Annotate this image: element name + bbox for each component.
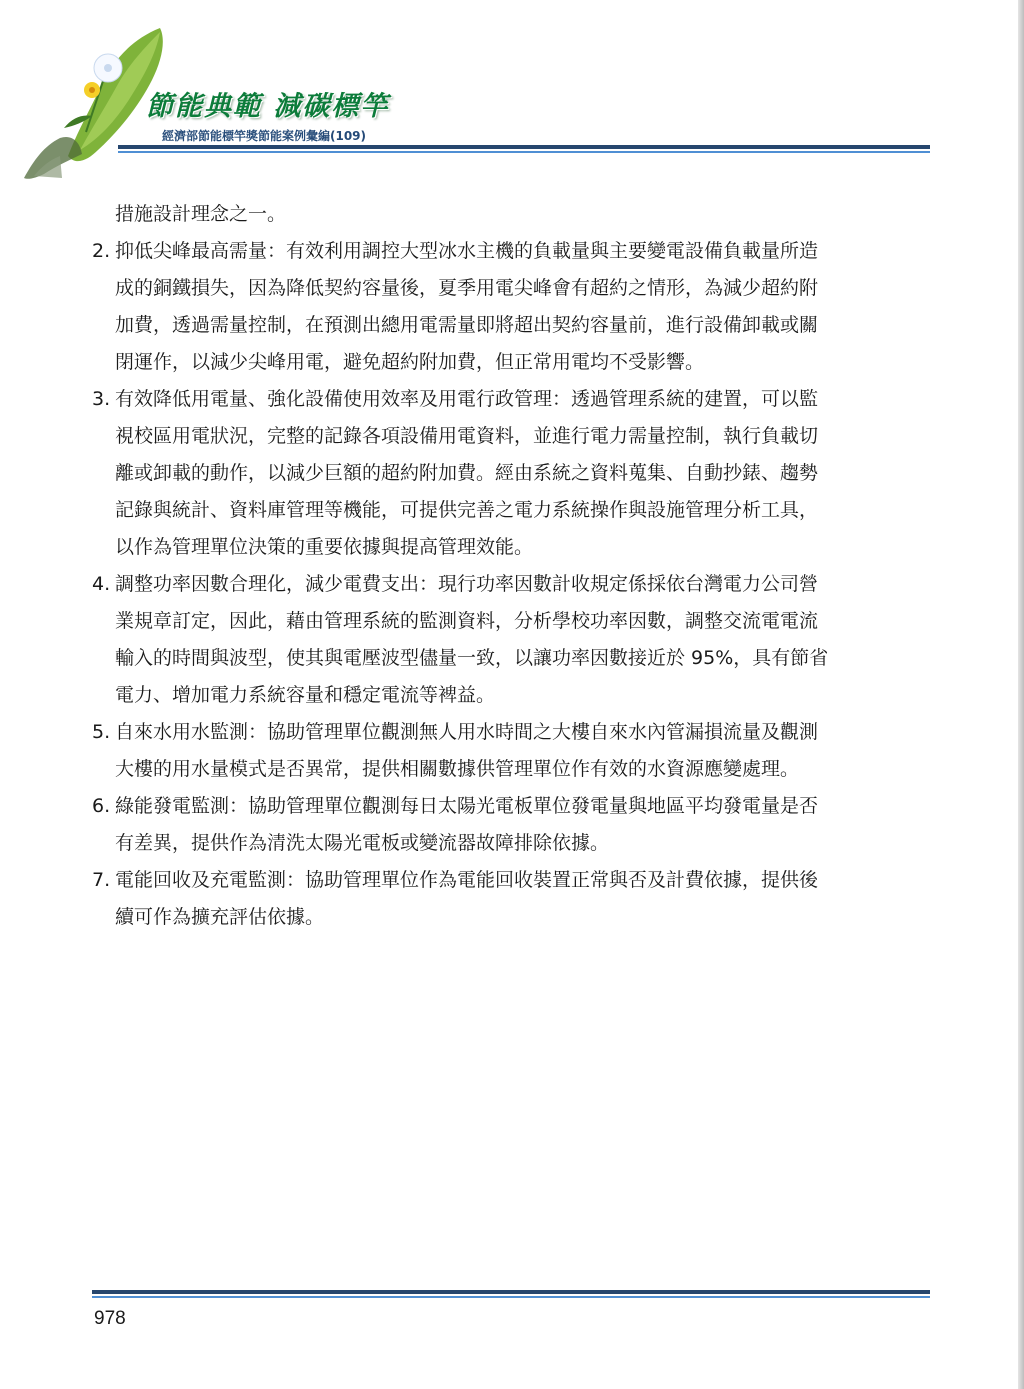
item-line: 有差異，提供作為清洗太陽光電板或變流器故障排除依據。 [115, 832, 610, 854]
item-number: 4. [92, 573, 111, 595]
item-line: 加費，透過需量控制，在預測出總用電需量即將超出契約容量前，進行設備卸載或關 [115, 314, 819, 336]
item-line: 視校區用電狀況，完整的記錄各項設備用電資料，並進行電力需量控制，執行負載切 [115, 425, 819, 447]
item-number: 7. [92, 869, 111, 891]
page-number: 978 [94, 1308, 126, 1329]
numbered-item [92, 233, 932, 381]
brand-title: 節能典範 減碳標竿 [146, 91, 390, 122]
item-line: 續可作為擴充評估依據。 [115, 906, 325, 928]
item-line: 綠能發電監測：協助管理單位觀測每日太陽光電板單位發電量與地區平均發電量是否 [115, 795, 819, 817]
item-line: 輸入的時間與波型，使其與電壓波型儘量一致，以讓功率因數接近於 95%，具有節省 [115, 647, 829, 669]
page-edge-shadow [1018, 0, 1024, 1389]
footer-rule [92, 1290, 930, 1300]
item-line: 業規章訂定，因此，藉由管理系統的監測資料，分析學校功率因數，調整交流電電流 [115, 610, 819, 632]
numbered-item [92, 714, 932, 788]
item-number: 2. [92, 240, 111, 262]
document-body [92, 196, 932, 936]
item-line: 以作為管理單位決策的重要依據與提高管理效能。 [115, 536, 534, 558]
item-line: 離或卸載的動作，以減少巨額的超約附加費。經由系統之資料蒐集、自動抄錶、趨勢 [115, 462, 819, 484]
item-line: 電能回收及充電監測：協助管理單位作為電能回收裝置正常與否及計費依據，提供後 [115, 869, 819, 891]
item-number: 6. [92, 795, 111, 817]
item-line: 大樓的用水量模式是否異常，提供相關數據供管理單位作有效的水資源應變處理。 [115, 758, 800, 780]
item-number: 5. [92, 721, 111, 743]
numbered-item [92, 381, 932, 566]
numbered-item [92, 566, 932, 714]
item-line: 電力、增加電力系統容量和穩定電流等裨益。 [115, 684, 496, 706]
item-line: 有效降低用電量、強化設備使用效率及用電行政管理：透過管理系統的建置，可以監 [115, 388, 819, 410]
continuation-line: 措施設計理念之一。 [115, 203, 287, 225]
item-number: 3. [92, 388, 111, 410]
item-line: 記錄與統計、資料庫管理等機能，可提供完善之電力系統操作與設施管理分析工具， [115, 499, 819, 521]
header-rule [118, 145, 930, 155]
item-line: 成的銅鐵損失，因為降低契約容量後，夏季用電尖峰會有超約之情形，為減少超約附 [115, 277, 819, 299]
numbered-item [92, 862, 932, 936]
item-line: 抑低尖峰最高需量：有效利用調控大型冰水主機的負載量與主要變電設備負載量所造 [115, 240, 819, 262]
item-line: 閉運作，以減少尖峰用電，避免超約附加費，但正常用電均不受影響。 [115, 351, 705, 373]
item-line: 自來水用水監測：協助管理單位觀測無人用水時間之大樓自來水內管漏損流量及觀測 [115, 721, 819, 743]
brand-subtitle: 經濟部節能標竿獎節能案例彙編(109) [162, 129, 367, 143]
numbered-item [92, 788, 932, 862]
item-line: 調整功率因數合理化，減少電費支出：現行功率因數計收規定係採依台灣電力公司營 [115, 573, 819, 595]
